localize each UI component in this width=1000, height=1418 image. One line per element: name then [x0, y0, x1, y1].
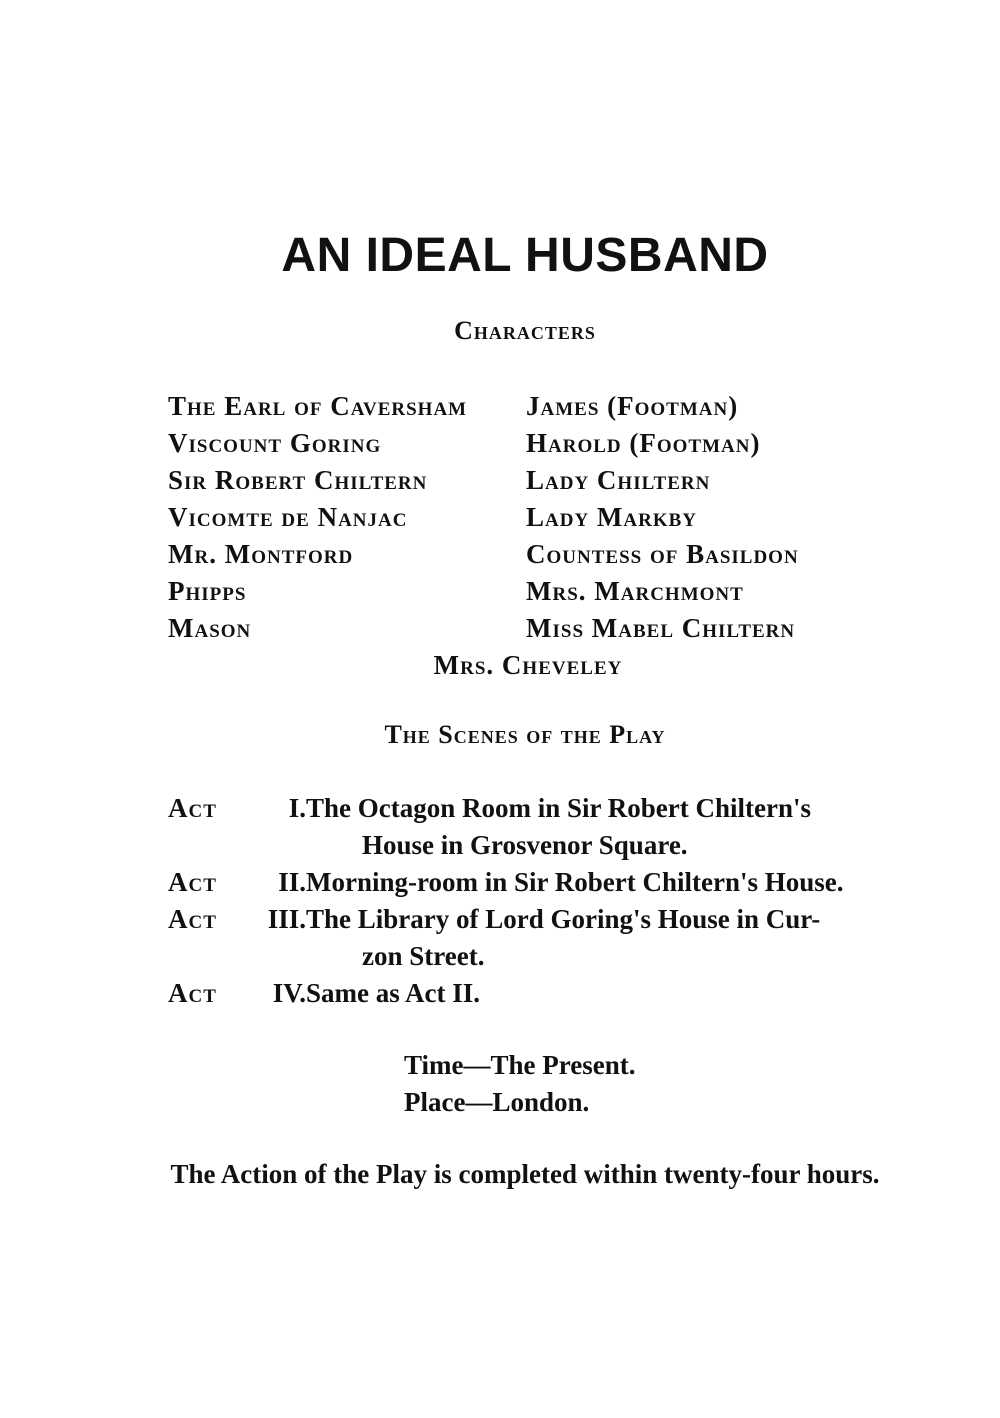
character-item: Mrs. Marchmont	[526, 576, 744, 606]
act-number: III.	[267, 904, 306, 934]
character-item: The Earl of Caversham	[168, 391, 468, 421]
act-word: Act	[168, 867, 217, 897]
act-label	[168, 790, 306, 864]
act-word: Act	[168, 793, 217, 823]
act-description	[306, 901, 886, 975]
place-line: Place—London.	[404, 1087, 590, 1117]
action-note: The Action of the Play is completed within twenty-four hours.	[170, 1159, 880, 1189]
character-item-center: Mrs. Cheveley	[433, 650, 623, 680]
act-label	[168, 975, 306, 1012]
act-description-line: The Octagon Room in Sir Robert Chiltern's	[306, 793, 811, 823]
character-item: Vicomte de Nanjac	[168, 502, 408, 532]
play-title: AN IDEAL HUSBAND	[281, 229, 769, 282]
act-description	[306, 864, 886, 901]
act-label	[168, 864, 306, 901]
act-description-line: Morning-room in Sir Robert Chiltern's House.	[306, 867, 844, 897]
character-item: Countess of Basildon	[526, 539, 799, 569]
act-row	[168, 864, 886, 901]
character-item: Mason	[168, 613, 252, 643]
act-word: Act	[168, 904, 217, 934]
character-item: James (Footman)	[526, 391, 739, 421]
character-item: Phipps	[168, 576, 247, 606]
act-description	[306, 975, 886, 1012]
act-description	[306, 790, 886, 864]
acts-list	[168, 790, 886, 1012]
act-number: I.	[288, 793, 306, 823]
character-item: Lady Markby	[526, 502, 698, 532]
character-item: Lady Chiltern	[526, 465, 711, 495]
act-word: Act	[168, 978, 217, 1008]
act-description-line: Same as Act II.	[306, 978, 480, 1008]
characters-left-column	[168, 388, 467, 647]
act-label	[168, 901, 306, 975]
character-item: Harold (Footman)	[526, 428, 761, 458]
act-number: IV.	[272, 978, 306, 1008]
act-description-continuation: House in Grosvenor Square.	[362, 830, 688, 860]
act-description-continuation: zon Street.	[362, 941, 485, 971]
character-item: Sir Robert Chiltern	[168, 465, 428, 495]
act-description-line: The Library of Lord Goring's House in Cur-	[306, 904, 821, 934]
character-item: Miss Mabel Chiltern	[526, 613, 796, 643]
time-place-block	[404, 1047, 635, 1121]
character-item: Mr. Montford	[168, 539, 354, 569]
characters-heading: Characters	[454, 316, 596, 345]
time-line: Time—The Present.	[404, 1050, 636, 1080]
act-row	[168, 975, 886, 1012]
character-item: Viscount Goring	[168, 428, 382, 458]
scenes-heading: The Scenes of the Play	[384, 720, 666, 749]
characters-right-column	[526, 388, 799, 647]
act-row	[168, 901, 886, 975]
act-number: II.	[278, 867, 306, 897]
act-row	[168, 790, 886, 864]
